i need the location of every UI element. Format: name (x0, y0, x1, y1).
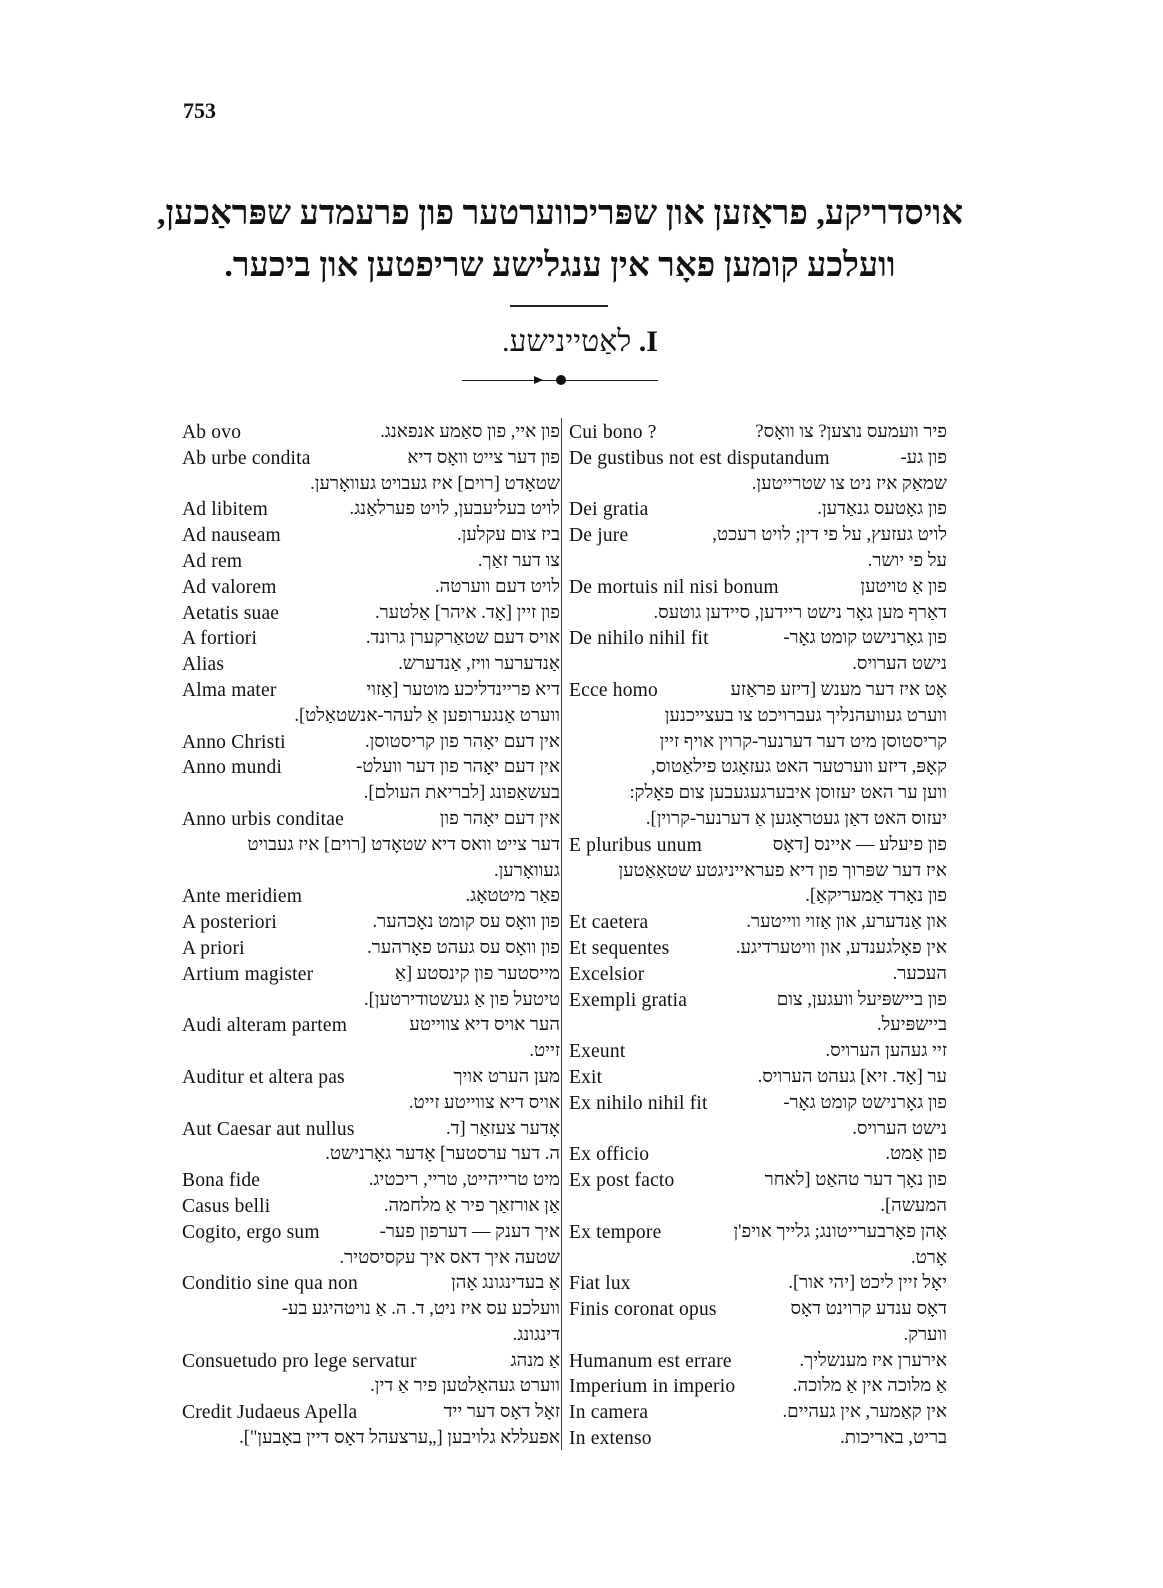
yiddish-translation: פון וואָס עס קומט נאָכהער. (372, 912, 560, 933)
entry-line (182, 1374, 560, 1400)
yiddish-translation: אין קאַמער, אין געהיים. (782, 1402, 947, 1423)
entry-line (569, 1065, 947, 1091)
latin-phrase: Fiat lux (569, 1273, 631, 1295)
yiddish-translation: יעזוס האט דאַן געטראָגען אַ דערנער-קרוין]. (645, 808, 947, 829)
yiddish-translation: פון איי, פון סאַמע אנפאנג. (380, 422, 560, 442)
latin-phrase: Ex officio (569, 1144, 650, 1166)
entry-line (569, 420, 947, 446)
entry-line (569, 549, 947, 575)
entry-line (182, 755, 560, 781)
entry-line (569, 652, 947, 678)
entry-line (569, 781, 947, 807)
yiddish-translation: אין דעם יאָהר פון דער וועלט- (356, 757, 560, 778)
latin-phrase: Audi alteram partem (182, 1015, 348, 1037)
latin-phrase: Aetatis suae (182, 602, 280, 624)
yiddish-translation: דער צייט וואס דיא שטאָדט [רוים] איז געבויט (247, 834, 560, 855)
latin-phrase: Anno mundi (182, 757, 283, 779)
entry-line (182, 497, 560, 523)
entry-line (182, 1013, 560, 1039)
latin-phrase: Et sequentes (569, 937, 670, 959)
yiddish-translation: לויט דעם ווערטה. (434, 576, 560, 597)
latin-phrase: Cogito, ergo sum (182, 1221, 320, 1243)
entry-line (182, 1039, 560, 1065)
entry-line (182, 1400, 560, 1426)
latin-phrase: In extenso (569, 1428, 652, 1450)
entry-line (569, 446, 947, 472)
yiddish-translation: קריסטוסן מיט דער דערנער-קרוין אויף זיין (659, 731, 947, 752)
latin-phrase: Exeunt (569, 1041, 626, 1063)
entry-line (182, 1117, 560, 1143)
yiddish-translation: איז דער שפּרוך פון דיא פעראייניגטע שטאַאַטען (618, 860, 947, 881)
latin-phrase: Alias (182, 654, 225, 676)
dot-icon (556, 375, 566, 385)
yiddish-translation: על פי יושר. (867, 550, 947, 571)
page-number: 753 (183, 98, 216, 123)
yiddish-translation: ווערט געוועהנליך געברויכט צו בעצייכנען (664, 705, 947, 726)
yiddish-translation: לויט געזעץ, על פי דין; לויט רעכט, (712, 525, 947, 546)
latin-phrase: E pluribus unum (569, 834, 702, 856)
yiddish-translation: ה. דער ערסטער] אָדער גאָרנישט. (325, 1144, 560, 1165)
yiddish-translation: זאָל דאָס דער ייד (443, 1402, 560, 1423)
yiddish-translation: בעשאַפונג [לבריאת העולם]. (363, 783, 560, 804)
latin-phrase: Artium magister (182, 963, 314, 985)
yiddish-translation: שמאַק איז ניט צו שטרייטען. (751, 473, 947, 494)
entry-line (569, 1349, 947, 1375)
entry-line (182, 420, 560, 446)
entry-line (182, 472, 560, 498)
yiddish-translation: אָדער צעזאַר [ד. (446, 1118, 560, 1139)
entry-line (569, 1374, 947, 1400)
section-heading (300, 325, 860, 359)
yiddish-translation: אַן אורזאַך פיר אַ מלחמה. (383, 1195, 560, 1216)
title-line-1: אויסדריקע, פראַזען און שפּריכווערטער פון פרעמדע שפּראַכען, (156, 195, 964, 232)
yiddish-translation: וועלכע עס איז ניט, ד. ה. אַ נויטהיגע בע- (281, 1299, 560, 1320)
entry-line (182, 807, 560, 833)
entry-line (569, 523, 947, 549)
entry-line (182, 781, 560, 807)
entry-line (182, 730, 560, 756)
yiddish-translation: פון גאָרנישט קומט גאָר- (783, 628, 947, 649)
entry-line (569, 1246, 947, 1272)
yiddish-translation: נישט הערויס. (852, 1118, 947, 1139)
yiddish-translation: פון ביישפּיעל וועגען, צום (776, 989, 947, 1010)
entry-line (182, 523, 560, 549)
column-divider (561, 418, 562, 1450)
latin-phrase: De mortuis nil nisi bonum (569, 576, 779, 598)
entry-line (182, 704, 560, 730)
latin-phrase: Ad libitem (182, 499, 268, 521)
latin-phrase: Humanum est errare (569, 1350, 732, 1372)
entry-line (569, 1194, 947, 1220)
section-name: לאַטיינישע. (502, 325, 632, 358)
yiddish-translation: דאָס ענדע קרוינט דאָס (790, 1299, 947, 1320)
entry-line (182, 601, 560, 627)
entry-line (182, 859, 560, 885)
latin-phrase: Ad rem (182, 550, 243, 572)
latin-phrase: Et caetera (569, 912, 649, 934)
entry-line (569, 601, 947, 627)
entry-line (182, 936, 560, 962)
yiddish-translation: צו דער זאַך. (477, 550, 560, 571)
latin-phrase: Ad nauseam (182, 525, 281, 547)
latin-phrase: Ex post facto (569, 1170, 675, 1192)
title-line-2: וועלכע קומען פאָר אין ענגלישע שריפטען און ביכער. (224, 247, 896, 284)
latin-phrase: Ab ovo (182, 422, 242, 443)
latin-phrase: Casus belli (182, 1195, 271, 1217)
latin-phrase: De jure (569, 525, 629, 547)
yiddish-translation: אָרט. (911, 1247, 947, 1268)
yiddish-translation: פון גאָרנישט קומט גאָר- (783, 1092, 947, 1113)
entry-line (569, 1271, 947, 1297)
entry-line (569, 859, 947, 885)
latin-phrase: Ante meridiem (182, 886, 303, 908)
yiddish-translation: אין פאָלגענדע, און וויטערדיגע. (735, 937, 947, 958)
entry-line (569, 988, 947, 1014)
entry-line (569, 1091, 947, 1117)
entry-line (182, 1142, 560, 1168)
yiddish-translation: זיי געהען הערויס. (825, 1041, 947, 1062)
entry-line (182, 1194, 560, 1220)
yiddish-translation: פון וואָס עס געהט פאָרהער. (367, 937, 560, 958)
title-rule (510, 305, 608, 307)
latin-phrase: Ex nihilo nihil fit (569, 1092, 708, 1114)
yiddish-translation: לויט בעליעבען, לויט פערלאַנג. (349, 499, 560, 520)
latin-phrase: Exempli gratia (569, 989, 688, 1011)
entry-line (569, 1400, 947, 1426)
yiddish-translation: פון גע- (900, 447, 947, 468)
yiddish-translation: נישט הערויס. (852, 654, 947, 675)
entry-line (569, 472, 947, 498)
yiddish-translation: און אַנדערע, און אַזוי ווייטער. (746, 912, 947, 933)
entry-line (569, 730, 947, 756)
yiddish-translation: פון נאָך דער טהאַט [לאחר (764, 1170, 947, 1191)
yiddish-translation: שטאָדט [רוים] איז געבויט געוואָרען. (310, 473, 560, 494)
entry-line (182, 1323, 560, 1349)
yiddish-translation: ווערק. (903, 1324, 947, 1345)
yiddish-translation: אויס דיא צווייטע זייט. (408, 1092, 560, 1113)
entry-line (182, 575, 560, 601)
yiddish-translation: אפעללא גלויבען [„ערצעהל דאָס דיין באָבען"]. (239, 1428, 560, 1449)
yiddish-translation: פיר וועמעס נוצען? צו וואָס? (755, 422, 947, 442)
yiddish-translation: פון פיעלע — איינס [דאָס (772, 834, 947, 855)
yiddish-translation: ווערט געהאַלטען פיר אַ דין. (370, 1376, 560, 1397)
yiddish-translation: קאָפּ, דיזע ווערטער האט געזאָגט פילאַטוס, (651, 757, 947, 778)
yiddish-translation: דיא פריינדליכע מוטער [אַזוי (366, 679, 560, 700)
entry-line (569, 884, 947, 910)
yiddish-translation: מיט טרייהייט, טריי, ריכטיג. (368, 1170, 560, 1191)
yiddish-translation: אין דעם יאָהר פון (439, 808, 560, 829)
yiddish-translation: מען הערט אויך (453, 1066, 560, 1087)
entry-line (569, 497, 947, 523)
latin-phrase: Alma mater (182, 679, 277, 701)
yiddish-translation: דאַרף מען גאָר נישט ריידען, סיידען גוטעס. (653, 602, 947, 623)
ornament-divider (462, 373, 658, 387)
latin-phrase: Exit (569, 1066, 603, 1088)
yiddish-translation: געוואָרען. (493, 860, 560, 881)
latin-phrase: De gustibus not est disputandum (569, 447, 830, 469)
entry-line (182, 988, 560, 1014)
latin-phrase: Anno urbis conditae (182, 808, 344, 830)
entry-line (569, 755, 947, 781)
right-column (569, 420, 947, 1452)
latin-phrase: De nihilo nihil fit (569, 628, 709, 650)
yiddish-translation: אַנדערער וויז, אַנדערש. (398, 654, 560, 675)
entry-line (569, 936, 947, 962)
entry-line (569, 1168, 947, 1194)
left-column (182, 420, 560, 1452)
yiddish-translation: זייט. (529, 1041, 560, 1062)
yiddish-translation: פון זיין [אָד. איהר] אַלטער. (375, 602, 560, 623)
entry-line (182, 910, 560, 936)
page-title (140, 188, 980, 292)
entry-line (182, 1246, 560, 1272)
yiddish-translation: ער [אָד. זיא] געהט הערויס. (757, 1066, 947, 1087)
latin-phrase: Conditio sine qua non (182, 1273, 358, 1295)
section-number: I. (638, 325, 658, 358)
yiddish-translation: פון נאָרד אַמעריקאַ]. (805, 886, 947, 907)
yiddish-translation: דינגונג. (512, 1324, 560, 1345)
entry-line (569, 1426, 947, 1452)
yiddish-translation: פון גאָטעס גנאַדען. (817, 499, 947, 520)
latin-phrase: Dei gratia (569, 499, 649, 521)
entry-line (569, 678, 947, 704)
entry-line (182, 1297, 560, 1323)
latin-phrase: Auditur et altera pas (182, 1066, 345, 1088)
entry-line (569, 575, 947, 601)
latin-phrase: Ad valorem (182, 576, 277, 598)
yiddish-translation: פון דער צייט וואָס דיא (407, 447, 560, 468)
latin-phrase: Ex tempore (569, 1221, 662, 1243)
yiddish-translation: אין דעם יאָהר פון קריסטוסן. (364, 731, 560, 752)
entry-line (569, 962, 947, 988)
yiddish-translation: ביז צום עקלען. (457, 525, 560, 546)
latin-phrase: Ab urbe condita (182, 447, 311, 469)
entry-line (182, 962, 560, 988)
yiddish-translation: שטעה איך דאס איך עקסיסטיר. (339, 1247, 560, 1268)
yiddish-translation: הער אויס דיא צווייטע (409, 1015, 560, 1036)
latin-phrase: Anno Christi (182, 731, 286, 753)
yiddish-translation: טיטעל פון אַ געשטודירטען]. (363, 989, 560, 1010)
entry-line (569, 1297, 947, 1323)
yiddish-translation: ווערט אַנגערופען אַ לעהר-אנשטאַלט]. (294, 705, 560, 726)
yiddish-translation: ווען ער האט יעזוסן איבערגעגעבען צום פאָלק: (629, 783, 947, 804)
latin-phrase: Finis coronat opus (569, 1299, 717, 1321)
entry-line (569, 910, 947, 936)
entry-line (182, 884, 560, 910)
latin-phrase: Ecce homo (569, 679, 658, 701)
entry-line (569, 1039, 947, 1065)
entry-line (569, 1220, 947, 1246)
entry-line (569, 807, 947, 833)
yiddish-translation: אירערן איז מענשליך. (799, 1350, 947, 1371)
entry-line (182, 678, 560, 704)
yiddish-translation: יאָל זיין ליכט [יהי אור]. (788, 1273, 947, 1294)
arrow-icon (534, 376, 543, 384)
entry-line (569, 1323, 947, 1349)
entry-line (182, 1426, 560, 1452)
latin-phrase: A posteriori (182, 912, 278, 934)
entry-line (182, 446, 560, 472)
entry-line (569, 1117, 947, 1143)
latin-phrase: Credit Judaeus Apella (182, 1402, 358, 1424)
entry-line (569, 626, 947, 652)
yiddish-translation: ביישפּיעל. (876, 1015, 947, 1036)
entry-line (182, 1220, 560, 1246)
yiddish-translation: בריט, באריכות. (840, 1428, 947, 1449)
yiddish-translation: פון אַ טויטען (860, 576, 947, 597)
entry-line (569, 1142, 947, 1168)
yiddish-translation: אַ מלוכה אין אַ מלוכה. (792, 1376, 947, 1397)
entry-line (569, 1013, 947, 1039)
entry-line (182, 1065, 560, 1091)
entry-line (569, 704, 947, 730)
latin-phrase: Imperium in imperio (569, 1376, 736, 1398)
entry-line (182, 626, 560, 652)
yiddish-translation: פון אַמט. (885, 1144, 947, 1165)
yiddish-translation: המעשה]. (880, 1195, 947, 1216)
latin-phrase: A fortiori (182, 628, 258, 650)
latin-phrase: Aut Caesar aut nullus (182, 1118, 355, 1140)
yiddish-translation: איך דענק — דערפון פער- (379, 1221, 560, 1242)
yiddish-translation: אויס דעם שטאַרקערן גרונד. (365, 628, 560, 649)
latin-phrase: Excelsior (569, 963, 645, 985)
latin-phrase: In camera (569, 1402, 649, 1424)
yiddish-translation: מייסטער פון קינסטע [אַ (394, 963, 560, 984)
latin-phrase: Consuetudo pro lege servatur (182, 1350, 417, 1372)
yiddish-translation: פאַר מיטטאָג. (465, 886, 560, 907)
yiddish-translation: אָהן פאָרבערייטונג; גלייך אויפ'ן (733, 1221, 947, 1242)
yiddish-translation: אַ מנהג (510, 1350, 560, 1371)
entry-line (182, 1271, 560, 1297)
entry-line (182, 549, 560, 575)
latin-phrase: Cui bono ? (569, 422, 657, 443)
entry-line (569, 833, 947, 859)
entry-line (182, 652, 560, 678)
yiddish-translation: אָט איז דער מענש [דיזע פראַזע (730, 679, 947, 700)
latin-phrase: A priori (182, 937, 245, 959)
entry-line (182, 1168, 560, 1194)
latin-phrase: Bona fide (182, 1170, 261, 1192)
entry-line (182, 1349, 560, 1375)
yiddish-translation: אַ בעדינגונג אָהן (451, 1273, 560, 1294)
entry-line (182, 1091, 560, 1117)
entry-line (182, 833, 560, 859)
yiddish-translation: העכער. (892, 963, 947, 984)
